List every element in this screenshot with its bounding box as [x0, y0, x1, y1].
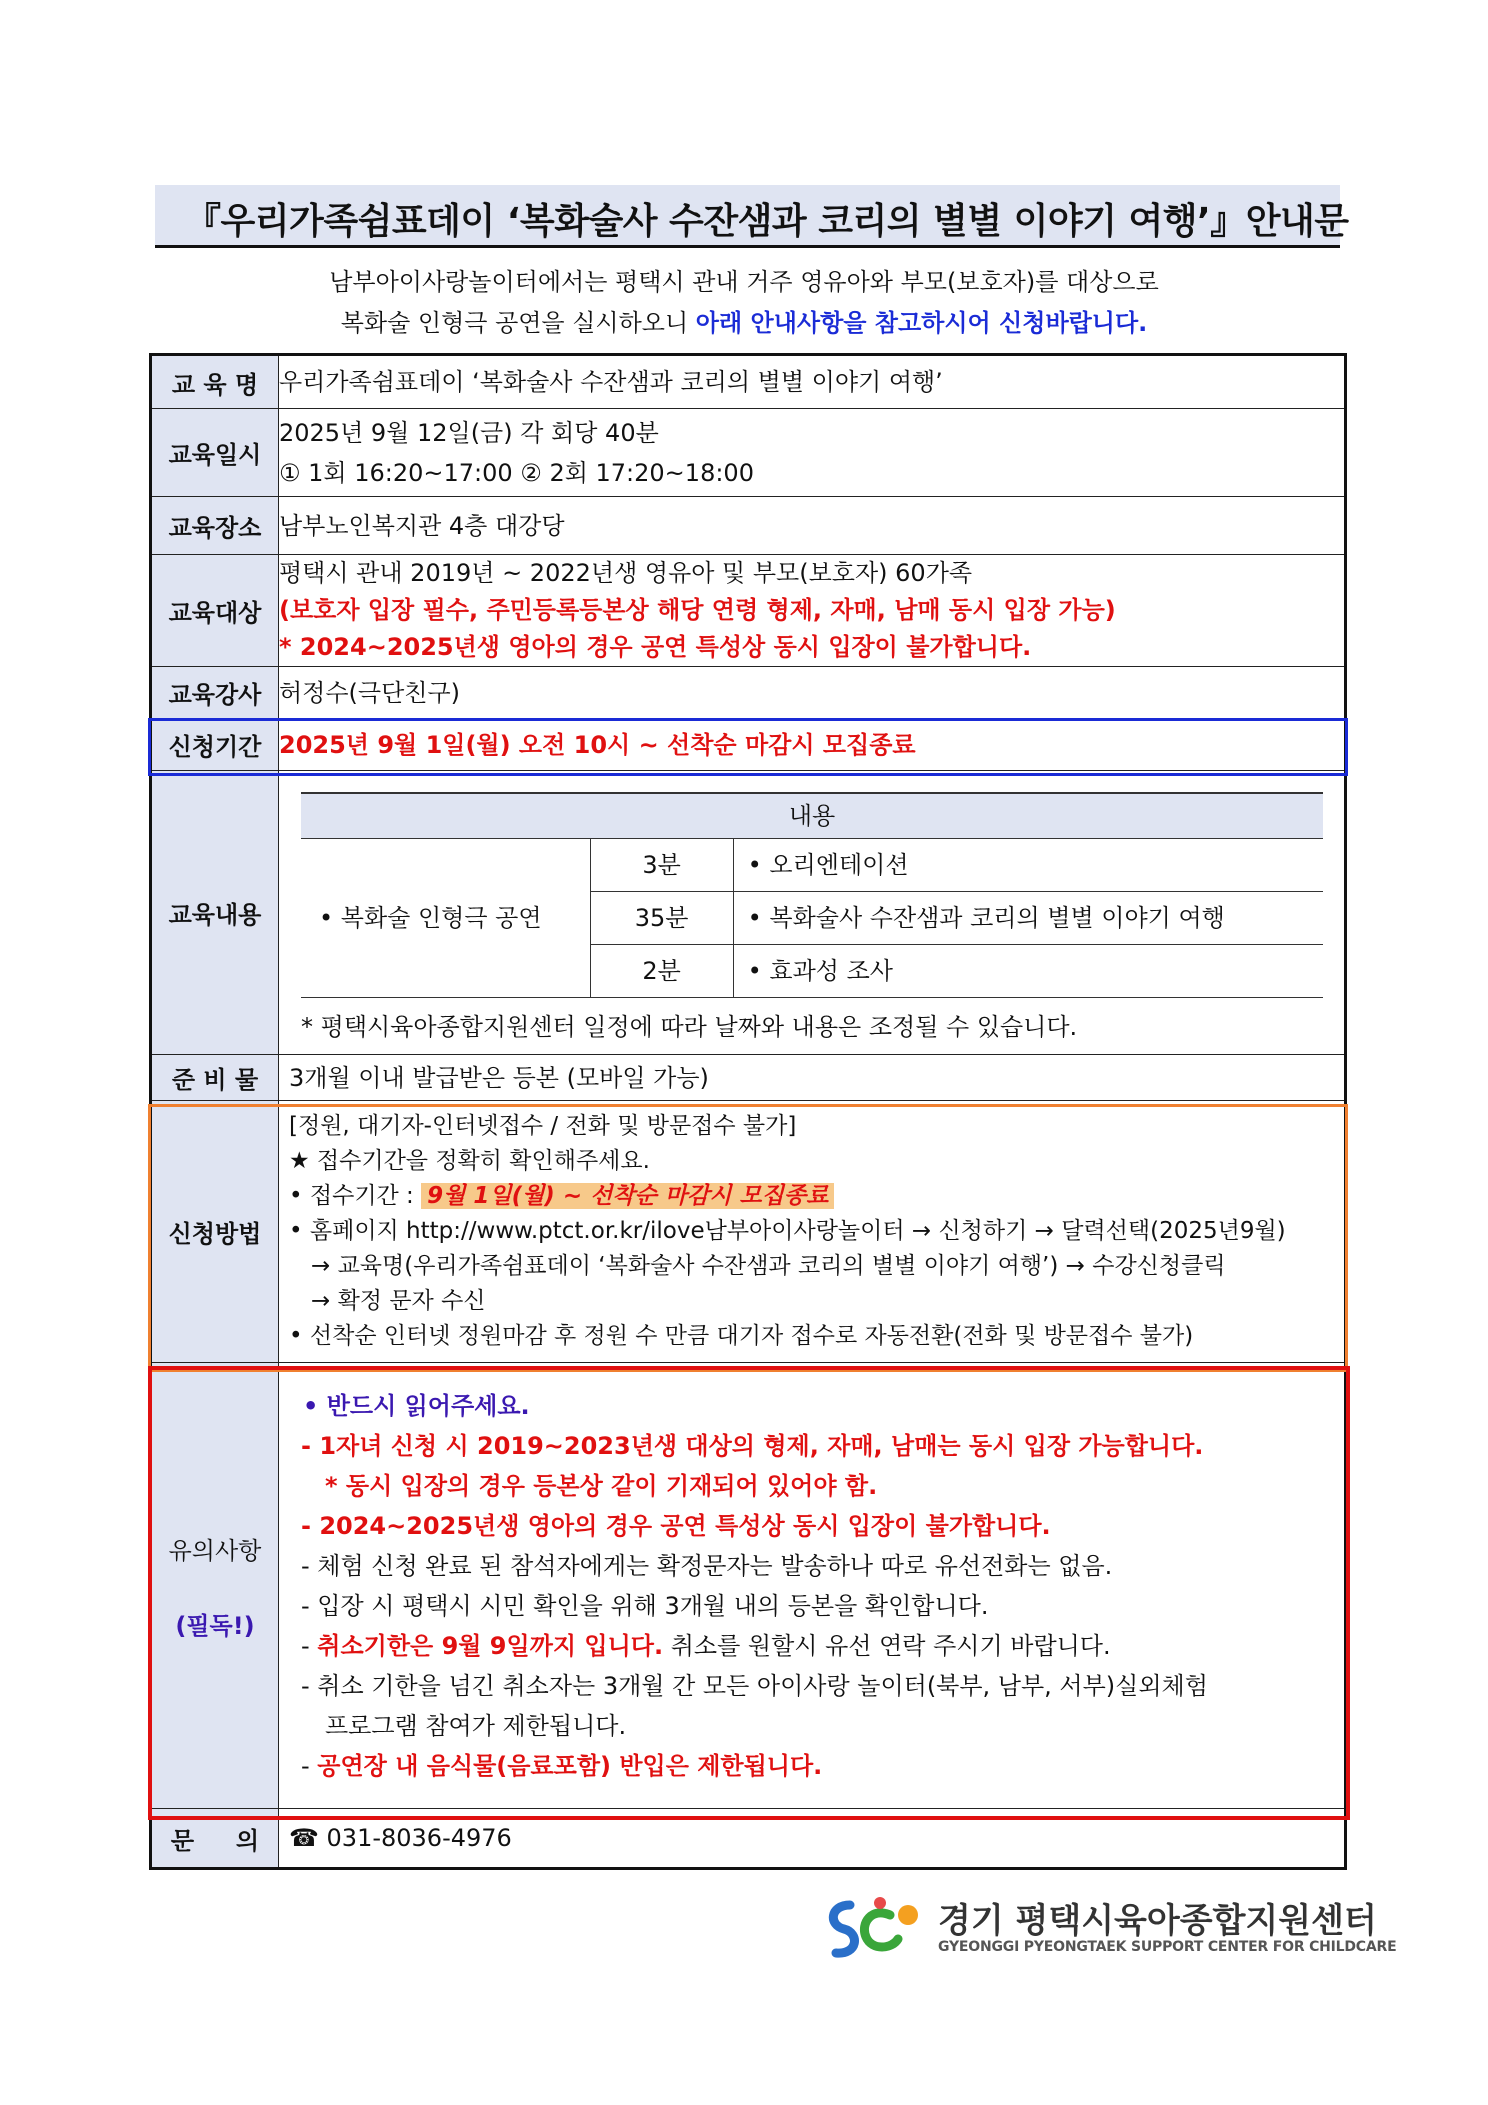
caution-line-1: - 1자녀 신청 시 2019~2023년생 대상의 형제, 자매, 남매는 동시 입장 가능합니다. — [301, 1431, 1204, 1460]
value-name: 우리가족쉼표데이 ‘복화술사 수잔샘과 코리의 별별 이야기 여행’ — [279, 355, 1346, 409]
intro-line-2 — [0, 303, 1488, 338]
value-target — [279, 555, 1346, 667]
label-target: 교육대상 — [151, 555, 279, 667]
caution-line-5: - 입장 시 평택시 시민 확인을 위해 3개월 내의 등본을 확인합니다. — [301, 1591, 989, 1620]
caution-line-9: - 공연장 내 음식물(음료포함) 반입은 제한됩니다. — [301, 1751, 823, 1780]
target-line-2: (보호자 입장 필수, 주민등록등본상 해당 연령 형제, 자매, 남매 동시 입장 가능) — [279, 596, 1116, 624]
method-line-4: • 홈페이지 http://www.ptct.or.kr/ilove남부아이사랑놀이터 → 신청하기 → 달력선택(2025년9월) — [289, 1218, 1286, 1244]
logo-name: 경기 평택시육아종합지원센터 — [938, 1901, 1377, 1941]
schedule-desc: • 효과성 조사 — [733, 944, 1323, 997]
value-contact: ☎ 031-8036-4976 — [279, 1809, 1346, 1869]
value-period: 2025년 9월 1일(월) 오전 10시 ~ 선착순 마감시 모집종료 — [279, 719, 1346, 771]
schedule-time: 2분 — [590, 944, 733, 997]
title-bar — [155, 185, 1349, 248]
label-content: 교육내용 — [151, 771, 279, 1055]
caution-line-3: - 2024~2025년생 영아의 경우 공연 특성상 동시 입장이 불가합니다. — [301, 1511, 1051, 1540]
value-place: 남부노인복지관 4층 대강당 — [279, 497, 1346, 555]
value-prepare: 3개월 이내 발급받은 등본 (모바일 가능) — [279, 1055, 1346, 1101]
schedule-time: 35분 — [590, 891, 733, 944]
label-place: 교육장소 — [151, 497, 279, 555]
method-period-highlight: 9월 1일(월) ~ 선착순 마감시 모집종료 — [421, 1183, 834, 1209]
value-content — [279, 771, 1346, 1055]
intro-line-1: 남부아이사랑놀이터에서는 평택시 관내 거주 영유아와 부모(보호자)를 대상으로 — [329, 268, 1159, 296]
target-line-3: * 2024~2025년생 영아의 경우 공연 특성상 동시 입장이 불가합니다. — [279, 633, 1032, 661]
caution-line-4: - 체험 신청 완료 된 참석자에게는 확정문자는 발송하나 따로 유선전화는 없음. — [301, 1551, 1113, 1580]
method-line-1: [정원, 대기자-인터넷접수 / 전화 및 방문접수 불가] — [289, 1113, 797, 1139]
value-method — [279, 1101, 1346, 1363]
schedule-desc: • 복화술사 수잔샘과 코리의 별별 이야기 여행 — [733, 891, 1323, 944]
label-period: 신청기간 — [151, 719, 279, 771]
method-line-2: ★ 접수기간을 정확히 확인해주세요. — [289, 1148, 650, 1174]
caution-head: • 반드시 읽어주세요. — [303, 1391, 530, 1420]
schedule-header: 내용 — [301, 793, 1323, 839]
schedule-desc: • 오리엔테이션 — [733, 838, 1323, 891]
caution-line-7: - 취소 기한을 넘긴 취소자는 3개월 간 모든 아이사랑 놀이터(북부, 남부, 서부)실외체험 — [301, 1671, 1208, 1700]
caution-line-2: * 동시 입장의 경우 등본상 같이 기재되어 있어야 함. — [325, 1471, 878, 1500]
caution-must-read: (필독!) — [175, 1611, 255, 1640]
value-date — [279, 409, 1346, 497]
label-caution: 유의사항 (필독!) — [151, 1363, 279, 1809]
page-title: 『우리가족쉼표데이 ‘복화술사 수잔샘과 코리의 별별 이야기 여행’』안내문 — [185, 201, 1349, 242]
date-line-1: 2025년 9월 12일(금) 각 회당 40분 — [279, 418, 659, 447]
intro-highlight: 아래 안내사항을 참고하시어 신청바랍니다. — [695, 309, 1148, 337]
center-logo — [820, 1893, 1397, 1965]
schedule-program: • 복화술 인형극 공연 — [301, 838, 590, 997]
caution-line-8: 프로그램 참여가 제한됩니다. — [325, 1711, 627, 1740]
method-line-3: • 접수기간 : 9월 1일(월) ~ 선착순 마감시 모집종료 — [289, 1179, 1338, 1214]
intro-text: 복화술 인형극 공연을 실시하오니 — [340, 309, 696, 337]
center-logo-icon — [820, 1893, 930, 1963]
info-table — [149, 353, 1347, 1870]
value-teacher: 허정수(극단친구) — [279, 667, 1346, 719]
label-method: 신청방법 — [151, 1101, 279, 1363]
label-name: 교 육 명 — [151, 355, 279, 409]
label-date: 교육일시 — [151, 409, 279, 497]
caution-line-6: - 취소기한은 9월 9일까지 입니다. 취소를 원할시 유선 연락 주시기 바랍니다. — [301, 1631, 1111, 1660]
label-prepare: 준 비 물 — [151, 1055, 279, 1101]
schedule-time: 3분 — [590, 838, 733, 891]
label-contact: 문 의 — [151, 1809, 279, 1869]
schedule-table — [301, 792, 1323, 998]
date-line-2: ① 1회 16:20~17:00 ② 2회 17:20~18:00 — [279, 458, 754, 487]
target-line-1: 평택시 관내 2019년 ~ 2022년생 영유아 및 부모(보호자) 60가족 — [279, 559, 973, 587]
method-line-6: → 확정 문자 수신 — [311, 1288, 486, 1314]
method-line-7: • 선착순 인터넷 정원마감 후 정원 수 만큼 대기자 접수로 자동전환(전화 및 방문접수 불가) — [289, 1323, 1194, 1349]
method-line-5: → 교육명(우리가족쉼표데이 ‘복화술사 수잔샘과 코리의 별별 이야기 여행’) → 수강신청클릭 — [311, 1253, 1226, 1279]
value-caution — [279, 1363, 1346, 1809]
logo-sub: GYEONGGI PYEONGTAEK SUPPORT CENTER FOR CHILDCARE — [938, 1939, 1397, 1955]
schedule-note: * 평택시육아종합지원센터 일정에 따라 날짜와 내용은 조정될 수 있습니다. — [301, 1012, 1078, 1041]
label-teacher: 교육강사 — [151, 667, 279, 719]
